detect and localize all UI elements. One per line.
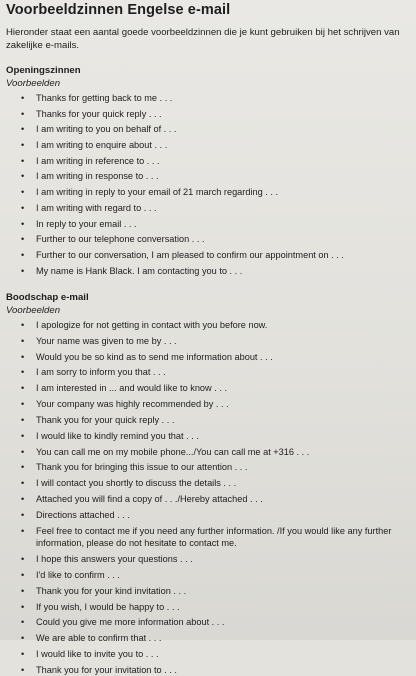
section-subtitle: Voorbeelden <box>6 78 61 89</box>
example-list <box>6 319 408 676</box>
list-item: • I am writing in reference to . . . <box>6 155 408 167</box>
list-item: • Further to our conversation, I am pleased to confirm our appointment on . . . <box>6 249 408 261</box>
list-item: • Could you give me more information about . . . <box>6 616 408 628</box>
list-item: • Thank you for your kind invitation . . . <box>6 585 408 597</box>
list-item: • Thank you for your quick reply . . . <box>6 414 408 426</box>
list-item: • I am writing to enquire about . . . <box>6 139 408 151</box>
list-item: • I apologize for not getting in contact with you before now. <box>6 319 408 331</box>
list-item: • Attached you will find a copy of . . ./Hereby attached . . . <box>6 493 408 505</box>
list-item: • Thank you for bringing this issue to our attention . . . <box>6 461 408 473</box>
list-item: • In reply to your email . . . <box>6 218 408 230</box>
list-item: • Directions attached . . . <box>6 509 408 521</box>
list-item: • I'd like to confirm . . . <box>6 569 408 581</box>
list-item: • I am interested in ... and would like to know . . . <box>6 382 408 394</box>
list-item: • I am writing to you on behalf of . . . <box>6 123 408 135</box>
list-item: • I will contact you shortly to discuss the details . . . <box>6 477 408 489</box>
list-item: • Thank you for your invitation to . . . <box>6 664 408 676</box>
list-item: • Thanks for getting back to me . . . <box>6 92 408 104</box>
list-item: • I am writing in reply to your email of 21 march regarding . . . <box>6 186 408 198</box>
list-item: • We are able to confirm that . . . <box>6 632 408 644</box>
list-item: • You can call me on my mobile phone.../You can call me at +316 . . . <box>6 446 408 458</box>
list-item: • Thanks for your quick reply . . . <box>6 108 408 120</box>
list-item: • Your name was given to me by . . . <box>6 335 408 347</box>
list-item: • Your company was highly recommended by . . . <box>6 398 408 410</box>
list-item: • I am writing in response to . . . <box>6 170 408 182</box>
list-item: • I would like to invite you to . . . <box>6 648 408 660</box>
section-subtitle: Voorbeelden <box>6 304 61 316</box>
section-title: Openingszinnen <box>6 65 81 76</box>
intro-paragraph: Hieronder staat een aantal goede voorbeeldzinnen die je kunt gebruiken bij het schrijven van zakelijke e-mails. <box>6 27 400 51</box>
list-item: • Further to our telephone conversation . . . <box>6 233 408 245</box>
list-item: • I would like to kindly remind you that . . . <box>6 430 408 442</box>
list-item: • I am sorry to inform you that . . . <box>6 366 408 378</box>
section-email-message <box>6 292 408 676</box>
example-list <box>6 92 408 277</box>
list-item: • I am writing with regard to . . . <box>6 202 408 214</box>
section-title: Boodschap e-mail <box>6 291 89 303</box>
list-item: • If you wish, I would be happy to . . . <box>6 601 408 613</box>
page-title: Voorbeeldzinnen Engelse e-mail <box>6 2 231 18</box>
list-item: • Would you be so kind as to send me information about . . . <box>6 351 408 363</box>
section-opening-sentences <box>6 65 408 277</box>
list-item: • I hope this answers your questions . . . <box>6 553 408 565</box>
list-item: • Feel free to contact me if you need any further information. /If you would like any further information, please do not hesitate to contact me. <box>6 525 408 550</box>
list-item: • My name is Hank Black. I am contacting you to . . . <box>6 265 408 277</box>
